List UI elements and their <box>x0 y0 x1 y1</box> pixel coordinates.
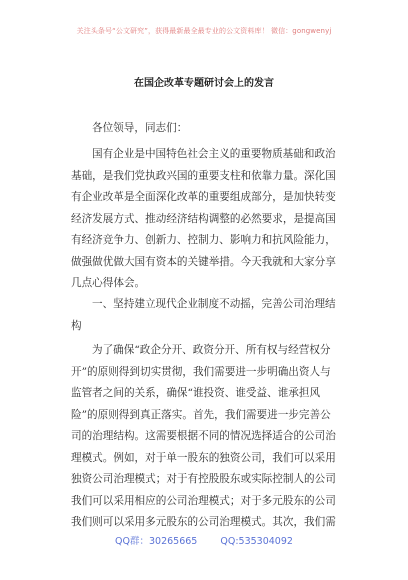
paragraph-1 <box>71 144 349 295</box>
paragraph-line: 司的治理结构。这需要根据不同的情况选择适合的公司治 <box>71 430 336 442</box>
heading-line: 构 <box>71 319 82 332</box>
header-banner: 关注头条号“公文研究”，获得最新最全最专业的公文资料库！ 微信：gongwenyj <box>76 27 332 35</box>
paragraph-line: 我们则可以采用多元股东的公司治理模式。其次，我们需 <box>71 516 336 528</box>
footer-qq-group: QQ群：30265665 <box>115 536 198 547</box>
paragraph-line: 基础，是我们党执政兴国的重要支柱和依靠力量。深化国 <box>71 169 336 182</box>
paragraph-line: 有企业改革是全面深化改革的重要组成部分，是加快转变 <box>71 191 336 203</box>
paragraph-line: 有经济竞争力、创新力、控制力、影响力和抗风险能力， <box>71 234 336 246</box>
section-heading-1 <box>71 294 349 337</box>
footer-qq: QQ:535304092 <box>220 536 293 547</box>
greeting-line: 各位领导，同志们： <box>92 122 188 134</box>
paragraph-line: 为了确保“政企分开、政资分开、所有权与经营权分 <box>92 344 331 356</box>
paragraph-line: 险”的原则得到真正落实。首先，我们需要进一步完善公 <box>71 408 331 421</box>
paragraph-line: 做强做优做大国有资本的关键举措。今天我就和大家分享 <box>71 255 336 268</box>
paragraph-line: 国有企业是中国特色社会主义的重要物质基础和政治 <box>92 148 336 160</box>
paragraph-line: 独资公司治理模式；对于有控股股东或实际控制人的公司 <box>71 473 336 485</box>
paragraph-line: 开”的原则得到切实贯彻，我们需要进一步明确出资人与 <box>71 365 331 378</box>
document-title: 在国企改革专题研讨会上的发言 <box>134 78 274 89</box>
paragraph-line: 监管者之间的关系，确保“谁投资、谁受益、谁承担风 <box>71 387 321 399</box>
paragraph-line: 几点心得体会。 <box>71 277 146 289</box>
paragraph-line: 我们可以采用相应的公司治理模式；对于多元股东的公司 <box>71 494 336 507</box>
paragraph-2 <box>71 340 349 534</box>
heading-line: 一、坚持建立现代企业制度不动摇，完善公司治理结 <box>92 298 336 310</box>
paragraph-line: 经济发展方式、推动经济结构调整的必然要求，是提高国 <box>71 212 336 225</box>
paragraph-line: 理模式。例如，对于单一股东的独资公司，我们可以采用 <box>71 451 336 464</box>
footer-contact <box>0 533 408 547</box>
